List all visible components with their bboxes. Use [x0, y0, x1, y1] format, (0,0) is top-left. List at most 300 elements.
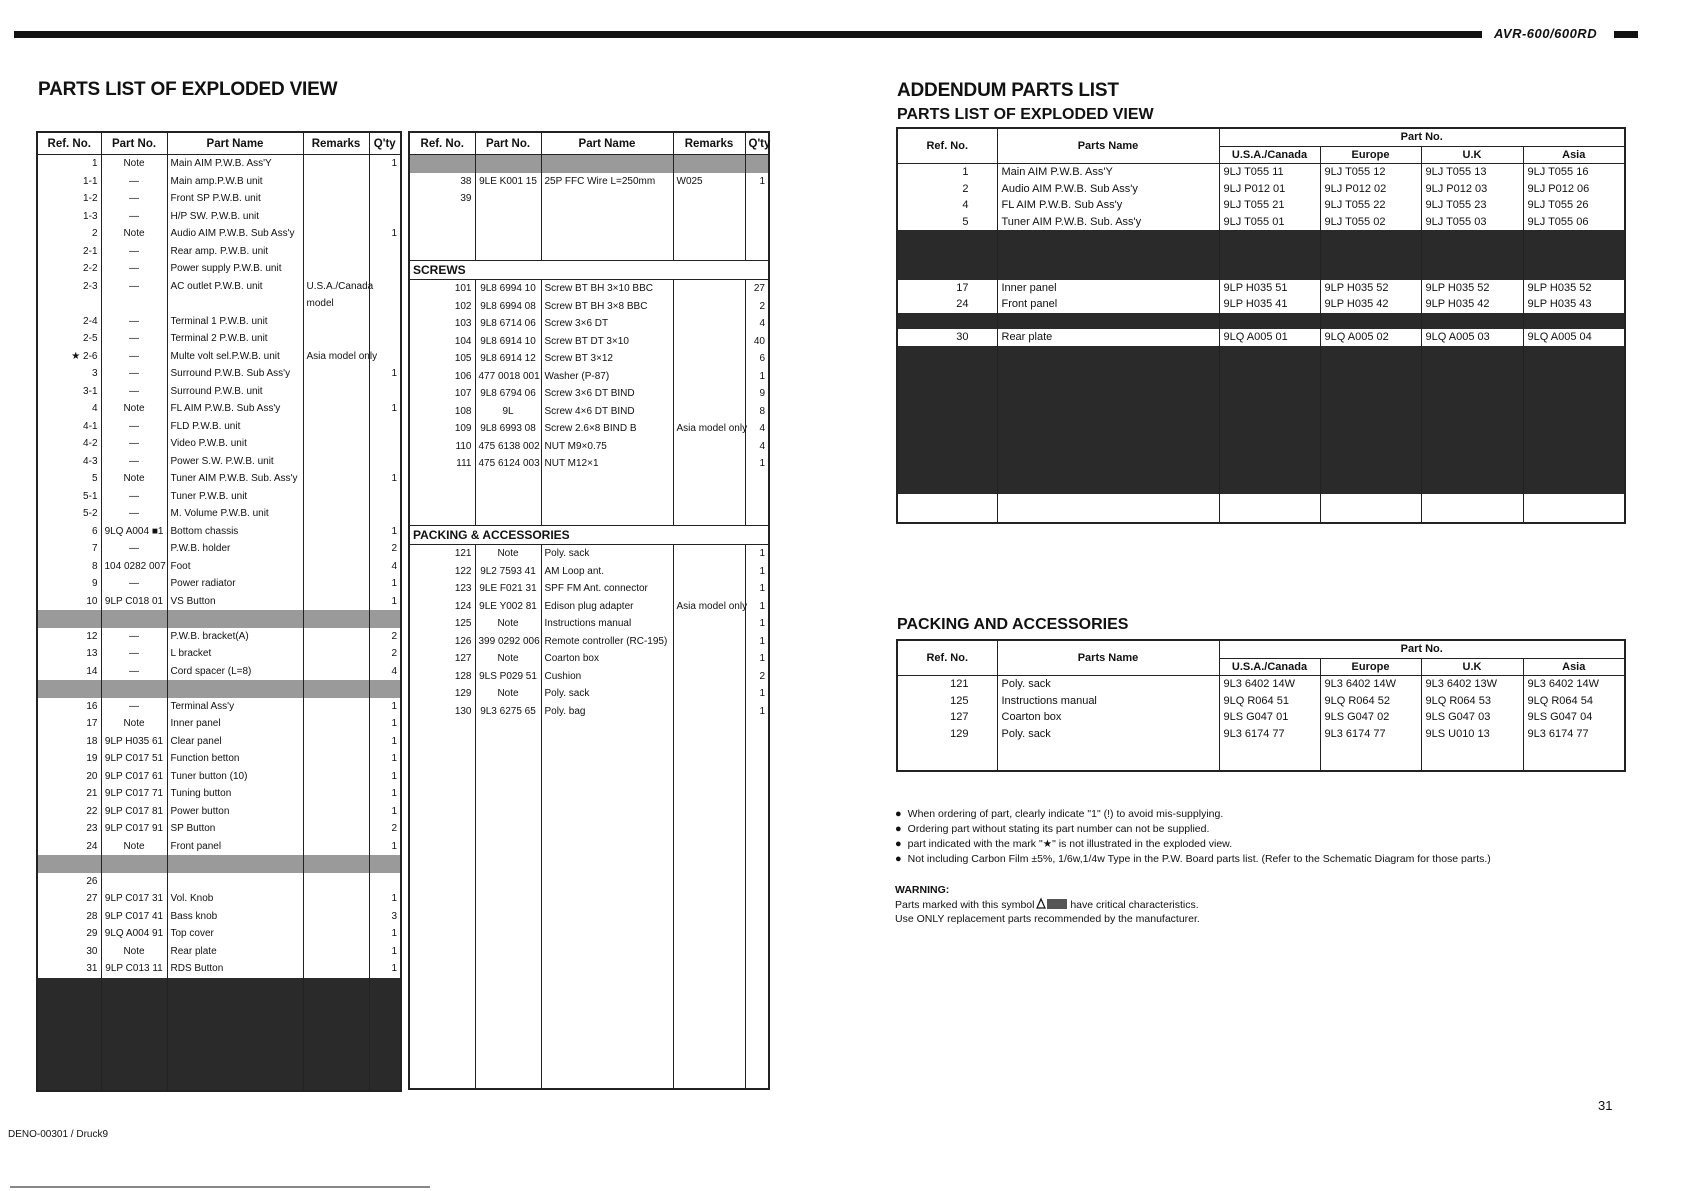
part-name-cell: Vol. Knob [167, 890, 303, 908]
remarks-cell: U.S.A./Canada [303, 278, 369, 296]
footer-code: DENO-00301 / Druck9 [8, 1129, 109, 1140]
qty-cell: 1 [369, 523, 401, 541]
part-name-cell: Main AIM P.W.B. Ass'Y [167, 155, 303, 173]
part-no-cell [475, 190, 541, 208]
empty-row [409, 1070, 769, 1089]
part-name-cell: NUT M9×0.75 [541, 438, 673, 456]
parts-name-cell: Main AIM P.W.B. Ass'Y [997, 164, 1219, 181]
ref-no-cell: 105 [409, 350, 475, 368]
table-row [409, 438, 769, 456]
empty-row [409, 913, 769, 931]
remarks-cell [303, 803, 369, 821]
part-no-cell: 9LS P029 51 [475, 668, 541, 686]
ref-no-cell: 39 [409, 190, 475, 208]
packing-title: PACKING AND ACCESSORIES [897, 616, 1129, 633]
part-name-cell: Bottom chassis [167, 523, 303, 541]
table-row [37, 960, 401, 978]
table-row [37, 173, 401, 191]
remarks-cell [303, 383, 369, 401]
part-no-cell: 9LP H035 42 [1320, 296, 1421, 313]
part-no-cell: 9LS U010 13 [1421, 726, 1523, 743]
part-no-cell: 9L3 6174 77 [1219, 726, 1320, 743]
part-name-cell [167, 610, 303, 628]
qty-cell: 1 [369, 155, 401, 173]
remarks-cell [303, 610, 369, 628]
empty-row [409, 843, 769, 861]
ref-no-cell: 22 [37, 803, 101, 821]
remarks-cell [303, 313, 369, 331]
part-name-cell: Clear panel [167, 733, 303, 751]
ref-no-cell: 30 [897, 329, 997, 346]
qty-cell: 4 [369, 558, 401, 576]
part-name-cell [167, 680, 303, 698]
qty-cell: 1 [369, 943, 401, 961]
qty-cell: 1 [369, 698, 401, 716]
qty-cell: 1 [369, 733, 401, 751]
page-number: 31 [1598, 1098, 1613, 1113]
col-region: U.S.A./Canada [1219, 146, 1320, 164]
part-name-cell: Surround P.W.B. unit [167, 383, 303, 401]
col-part-name: Part Name [167, 132, 303, 155]
part-name-cell: Surround P.W.B. Sub Ass'y [167, 365, 303, 383]
table-row [37, 610, 401, 628]
part-no-cell: — [101, 208, 167, 226]
remarks-cell [303, 400, 369, 418]
part-no-cell [1421, 263, 1523, 280]
part-name-cell: NUT M12×1 [541, 455, 673, 473]
exploded-parts-table [36, 131, 402, 1092]
table-row [897, 329, 1625, 346]
qty-cell: 2 [369, 628, 401, 646]
warning-title: WARNING: [895, 884, 950, 896]
qty-cell [369, 313, 401, 331]
ref-no-cell [897, 263, 997, 280]
table-row [897, 726, 1625, 743]
ref-no-cell: 2-5 [37, 330, 101, 348]
part-name-cell: SPF FM Ant. connector [541, 580, 673, 598]
ref-no-cell: 2 [37, 225, 101, 243]
part-no-cell: 9LQ A005 03 [1421, 329, 1523, 346]
header-rule-end [1614, 31, 1638, 38]
ref-no-cell: 20 [37, 768, 101, 786]
remarks-cell [673, 668, 745, 686]
part-no-cell: 9LQ R064 52 [1320, 693, 1421, 710]
table-row [37, 908, 401, 926]
part-name-cell: Rear amp. P.W.B. unit [167, 243, 303, 261]
table-row [409, 650, 769, 668]
empty-row [409, 755, 769, 773]
remarks-cell [673, 368, 745, 386]
table-row [37, 680, 401, 698]
table-row [37, 593, 401, 611]
table-row [409, 668, 769, 686]
parts-name-cell: Rear plate [997, 329, 1219, 346]
table-row [409, 580, 769, 598]
ref-no-cell: 5-1 [37, 488, 101, 506]
part-no-cell: — [101, 453, 167, 471]
part-no-cell: — [101, 488, 167, 506]
ref-no-cell: 24 [897, 296, 997, 313]
qty-cell [369, 505, 401, 523]
part-no-cell: 104 0282 007 [101, 558, 167, 576]
part-name-cell: Audio AIM P.W.B. Sub Ass'y [167, 225, 303, 243]
part-name-cell: Foot [167, 558, 303, 576]
ref-no-cell: 18 [37, 733, 101, 751]
table-row [37, 295, 401, 313]
warning-text-a: Parts marked with this symbol [895, 898, 1035, 911]
remarks-cell [303, 698, 369, 716]
part-no-cell: 9LJ T055 13 [1421, 164, 1523, 181]
empty-row [897, 494, 1625, 523]
qty-cell: 1 [369, 225, 401, 243]
table-row [37, 505, 401, 523]
notes-list [895, 807, 1491, 867]
empty-row [409, 930, 769, 948]
qty-cell: 6 [745, 350, 769, 368]
parts-name-cell: Inner panel [997, 280, 1219, 297]
ref-no-cell: 28 [37, 908, 101, 926]
remarks-cell [303, 645, 369, 663]
addendum-table [896, 127, 1626, 524]
part-no-cell: Note [475, 615, 541, 633]
remarks-cell: model [303, 295, 369, 313]
part-name-cell: Remote controller (RC-195) [541, 633, 673, 651]
col-parts-name: Parts Name [997, 128, 1219, 164]
qty-cell [369, 330, 401, 348]
part-no-cell: 9LS G047 03 [1421, 709, 1523, 726]
remarks-cell: W025 [673, 173, 745, 191]
part-no-cell: 9LP H035 42 [1421, 296, 1523, 313]
part-no-cell: Note [475, 545, 541, 563]
remarks-cell [303, 943, 369, 961]
part-no-cell: — [101, 505, 167, 523]
qty-cell: 4 [369, 663, 401, 681]
part-name-cell: FL AIM P.W.B. Sub Ass'y [167, 400, 303, 418]
qty-cell [369, 295, 401, 313]
part-no-cell [1320, 230, 1421, 247]
parts-name-cell: Front panel [997, 296, 1219, 313]
part-name-cell: RDS Button [167, 960, 303, 978]
table-row [37, 208, 401, 226]
table-row [37, 645, 401, 663]
ref-no-cell: 10 [37, 593, 101, 611]
ref-no-cell: 121 [897, 676, 997, 693]
table-row [37, 488, 401, 506]
table-row [409, 633, 769, 651]
ref-no-cell [37, 295, 101, 313]
screws-section-label: SCREWS [409, 261, 769, 280]
part-no-cell: 9L [475, 403, 541, 421]
table-row [897, 263, 1625, 280]
qty-cell: 2 [369, 645, 401, 663]
col-region: U.K [1421, 146, 1523, 164]
part-name-cell: Top cover [167, 925, 303, 943]
remarks-cell: Asia model only [303, 348, 369, 366]
remarks-cell [303, 225, 369, 243]
table-row [37, 785, 401, 803]
part-name-cell: P.W.B. bracket(A) [167, 628, 303, 646]
ref-no-cell: 127 [409, 650, 475, 668]
qty-cell [369, 873, 401, 891]
ref-no-cell: 129 [897, 726, 997, 743]
part-name-cell: M. Volume P.W.B. unit [167, 505, 303, 523]
part-no-cell: 9LP H035 52 [1523, 280, 1625, 297]
warning-line-2: Use ONLY replacement parts recommended by the manufacturer. [895, 913, 1200, 925]
part-name-cell: Power S.W. P.W.B. unit [167, 453, 303, 471]
col-region: Asia [1523, 658, 1625, 676]
part-no-cell: 9L8 6994 08 [475, 298, 541, 316]
qty-cell [745, 155, 769, 173]
part-no-cell: 9LP H035 41 [1219, 296, 1320, 313]
remarks-cell [303, 260, 369, 278]
remarks-cell [303, 155, 369, 173]
col-region: U.S.A./Canada [1219, 658, 1320, 676]
empty-row [409, 473, 769, 491]
ref-no-cell: 27 [37, 890, 101, 908]
table-row [37, 400, 401, 418]
ref-no-cell: 103 [409, 315, 475, 333]
part-no-cell: 9LJ T055 01 [1219, 214, 1320, 231]
part-no-cell: 9LJ P012 03 [1421, 181, 1523, 198]
part-no-cell: — [101, 278, 167, 296]
remarks-cell [303, 173, 369, 191]
qty-cell: 1 [745, 173, 769, 191]
part-name-cell: P.W.B. holder [167, 540, 303, 558]
table-row [37, 348, 401, 366]
parts-name-cell [997, 313, 1219, 330]
parts-name-cell: Tuner AIM P.W.B. Sub. Ass'y [997, 214, 1219, 231]
table-row [897, 247, 1625, 264]
qty-cell: 1 [745, 703, 769, 721]
table-row [409, 563, 769, 581]
qty-cell [369, 208, 401, 226]
part-no-cell [101, 873, 167, 891]
empty-row [409, 508, 769, 526]
col-ref-no: Ref. No. [897, 128, 997, 164]
ref-no-cell: 101 [409, 280, 475, 298]
part-name-cell: H/P SW. P.W.B. unit [167, 208, 303, 226]
empty-row [409, 1035, 769, 1053]
qty-cell: 2 [369, 820, 401, 838]
part-no-cell: 9LS G047 04 [1523, 709, 1625, 726]
col-parts-name: Parts Name [997, 640, 1219, 676]
note-item: ● When ordering of part, clearly indicate "1" (!) to avoid mis-supplying. [895, 807, 1491, 822]
part-no-cell: 9LQ R064 51 [1219, 693, 1320, 710]
qty-cell: 1 [369, 365, 401, 383]
remarks-cell [303, 785, 369, 803]
empty-row [409, 965, 769, 983]
part-no-cell: 9LJ T055 16 [1523, 164, 1625, 181]
table-row [37, 768, 401, 786]
table-row [37, 698, 401, 716]
remarks-cell [303, 855, 369, 873]
part-no-cell: 9LQ A005 01 [1219, 329, 1320, 346]
addendum-title: ADDENDUM PARTS LIST [897, 80, 1119, 101]
part-no-cell: 9LE K001 15 [475, 173, 541, 191]
table-row [409, 190, 769, 208]
qty-cell: 1 [369, 925, 401, 943]
table-row [409, 173, 769, 191]
part-name-cell: Washer (P-87) [541, 368, 673, 386]
part-no-cell: 9L3 6402 14W [1523, 676, 1625, 693]
part-no-cell [1320, 247, 1421, 264]
table-row [897, 197, 1625, 214]
remarks-cell [303, 750, 369, 768]
table-row [409, 315, 769, 333]
remarks-cell [303, 663, 369, 681]
part-no-cell: 9LP H035 43 [1523, 296, 1625, 313]
qty-cell: 1 [369, 890, 401, 908]
qty-cell: 1 [369, 593, 401, 611]
note-item: ● Ordering part without stating its part number can not be supplied. [895, 822, 1491, 837]
remarks-cell [303, 838, 369, 856]
part-no-cell [101, 295, 167, 313]
part-no-cell: 9LE Y002 81 [475, 598, 541, 616]
part-name-cell: Tuner P.W.B. unit [167, 488, 303, 506]
ref-no-cell: 1 [897, 164, 997, 181]
part-no-cell: 9L3 6174 77 [1523, 726, 1625, 743]
part-no-cell: 9LJ T055 06 [1523, 214, 1625, 231]
table-row [37, 365, 401, 383]
ref-no-cell: 4-2 [37, 435, 101, 453]
parts-name-cell: Poly. sack [997, 726, 1219, 743]
table-row [409, 703, 769, 721]
remarks-cell [673, 615, 745, 633]
ref-no-cell: 129 [409, 685, 475, 703]
part-no-cell: 9LJ T055 02 [1320, 214, 1421, 231]
remarks-cell [303, 365, 369, 383]
col-region: Europe [1320, 658, 1421, 676]
part-name-cell: Screw BT BH 3×8 BBC [541, 298, 673, 316]
part-name-cell: Front SP P.W.B. unit [167, 190, 303, 208]
part-no-cell: — [101, 645, 167, 663]
remarks-cell [673, 190, 745, 208]
part-no-cell: Note [101, 838, 167, 856]
empty-row [409, 895, 769, 913]
part-name-cell: Edison plug adapter [541, 598, 673, 616]
note-item: ● Not including Carbon Film ±5%, 1/6w,1/4w Type in the P.W. Board parts list. (Refer to the Schematic Diagram for those parts.) [895, 852, 1491, 867]
part-no-cell: 9LP C017 71 [101, 785, 167, 803]
part-name-cell: Poly. sack [541, 685, 673, 703]
ref-no-cell: 123 [409, 580, 475, 598]
ref-no-cell: 16 [37, 698, 101, 716]
remarks-cell [673, 350, 745, 368]
empty-row [409, 208, 769, 226]
qty-cell [369, 418, 401, 436]
remarks-cell [303, 540, 369, 558]
remarks-cell [673, 438, 745, 456]
part-name-cell [541, 190, 673, 208]
part-name-cell: Power supply P.W.B. unit [167, 260, 303, 278]
col-qty: Q'ty [369, 132, 401, 155]
table-row [37, 575, 401, 593]
part-name-cell: Terminal 2 P.W.B. unit [167, 330, 303, 348]
table-row [37, 260, 401, 278]
ref-no-cell: 109 [409, 420, 475, 438]
remarks-cell: Asia model only [673, 598, 745, 616]
header-rule [14, 31, 1482, 38]
ref-no-cell: 126 [409, 633, 475, 651]
table-row [37, 470, 401, 488]
ref-no-cell: 7 [37, 540, 101, 558]
col-ref-no: Ref. No. [37, 132, 101, 155]
part-no-cell: 9LQ R064 54 [1523, 693, 1625, 710]
ref-no-cell: 9 [37, 575, 101, 593]
ref-no-cell: 2-3 [37, 278, 101, 296]
qty-cell: 4 [745, 438, 769, 456]
ref-no-cell: 107 [409, 385, 475, 403]
remarks-cell [673, 685, 745, 703]
part-no-cell: — [101, 243, 167, 261]
part-no-cell: 9LJ P012 02 [1320, 181, 1421, 198]
table-row [409, 298, 769, 316]
ref-no-cell: 1-2 [37, 190, 101, 208]
part-no-cell: 475 6124 003 [475, 455, 541, 473]
part-no-cell [1523, 230, 1625, 247]
qty-cell: 27 [745, 280, 769, 298]
empty-row [409, 1053, 769, 1071]
qty-cell [369, 680, 401, 698]
col-part-no: Part No. [1219, 128, 1625, 146]
part-name-cell [167, 295, 303, 313]
parts-name-cell: Instructions manual [997, 693, 1219, 710]
part-no-cell: 9LQ A005 02 [1320, 329, 1421, 346]
ref-no-cell: 4 [37, 400, 101, 418]
part-no-cell: 9LQ A005 04 [1523, 329, 1625, 346]
part-no-cell: 9LP C017 51 [101, 750, 167, 768]
empty-row [409, 808, 769, 826]
table-row [409, 403, 769, 421]
qty-cell: 1 [369, 785, 401, 803]
table-row [37, 838, 401, 856]
ref-no-cell: 4-1 [37, 418, 101, 436]
part-no-cell: Note [101, 225, 167, 243]
table-row [37, 855, 401, 873]
ref-no-cell: 6 [37, 523, 101, 541]
remarks-cell [673, 155, 745, 173]
part-name-cell: AM Loop ant. [541, 563, 673, 581]
ref-no-cell: 26 [37, 873, 101, 891]
redacted-block [897, 346, 1625, 494]
table-row [37, 453, 401, 471]
part-no-cell: 9LQ A004 91 [101, 925, 167, 943]
table-row [37, 313, 401, 331]
part-no-cell: Note [475, 685, 541, 703]
part-name-cell [167, 855, 303, 873]
empty-row [409, 983, 769, 1001]
part-no-cell: — [101, 190, 167, 208]
qty-cell: 2 [745, 668, 769, 686]
part-no-cell: 9LJ T055 11 [1219, 164, 1320, 181]
part-no-cell: Note [101, 715, 167, 733]
packing-table [896, 639, 1626, 772]
qty-cell: 1 [369, 715, 401, 733]
part-no-cell [1523, 263, 1625, 280]
part-no-cell: 399 0292 006 [475, 633, 541, 651]
remarks-cell [303, 208, 369, 226]
col-region: Europe [1320, 146, 1421, 164]
ref-no-cell: 12 [37, 628, 101, 646]
table-row [37, 540, 401, 558]
table-row [37, 873, 401, 891]
part-no-cell: — [101, 663, 167, 681]
part-no-cell: 9LJ T055 22 [1320, 197, 1421, 214]
col-part-no: Part No. [1219, 640, 1625, 658]
left-title: PARTS LIST OF EXPLODED VIEW [38, 79, 338, 100]
part-name-cell: Screw 4×6 DT BIND [541, 403, 673, 421]
ref-no-cell: 1 [37, 155, 101, 173]
qty-cell [369, 855, 401, 873]
